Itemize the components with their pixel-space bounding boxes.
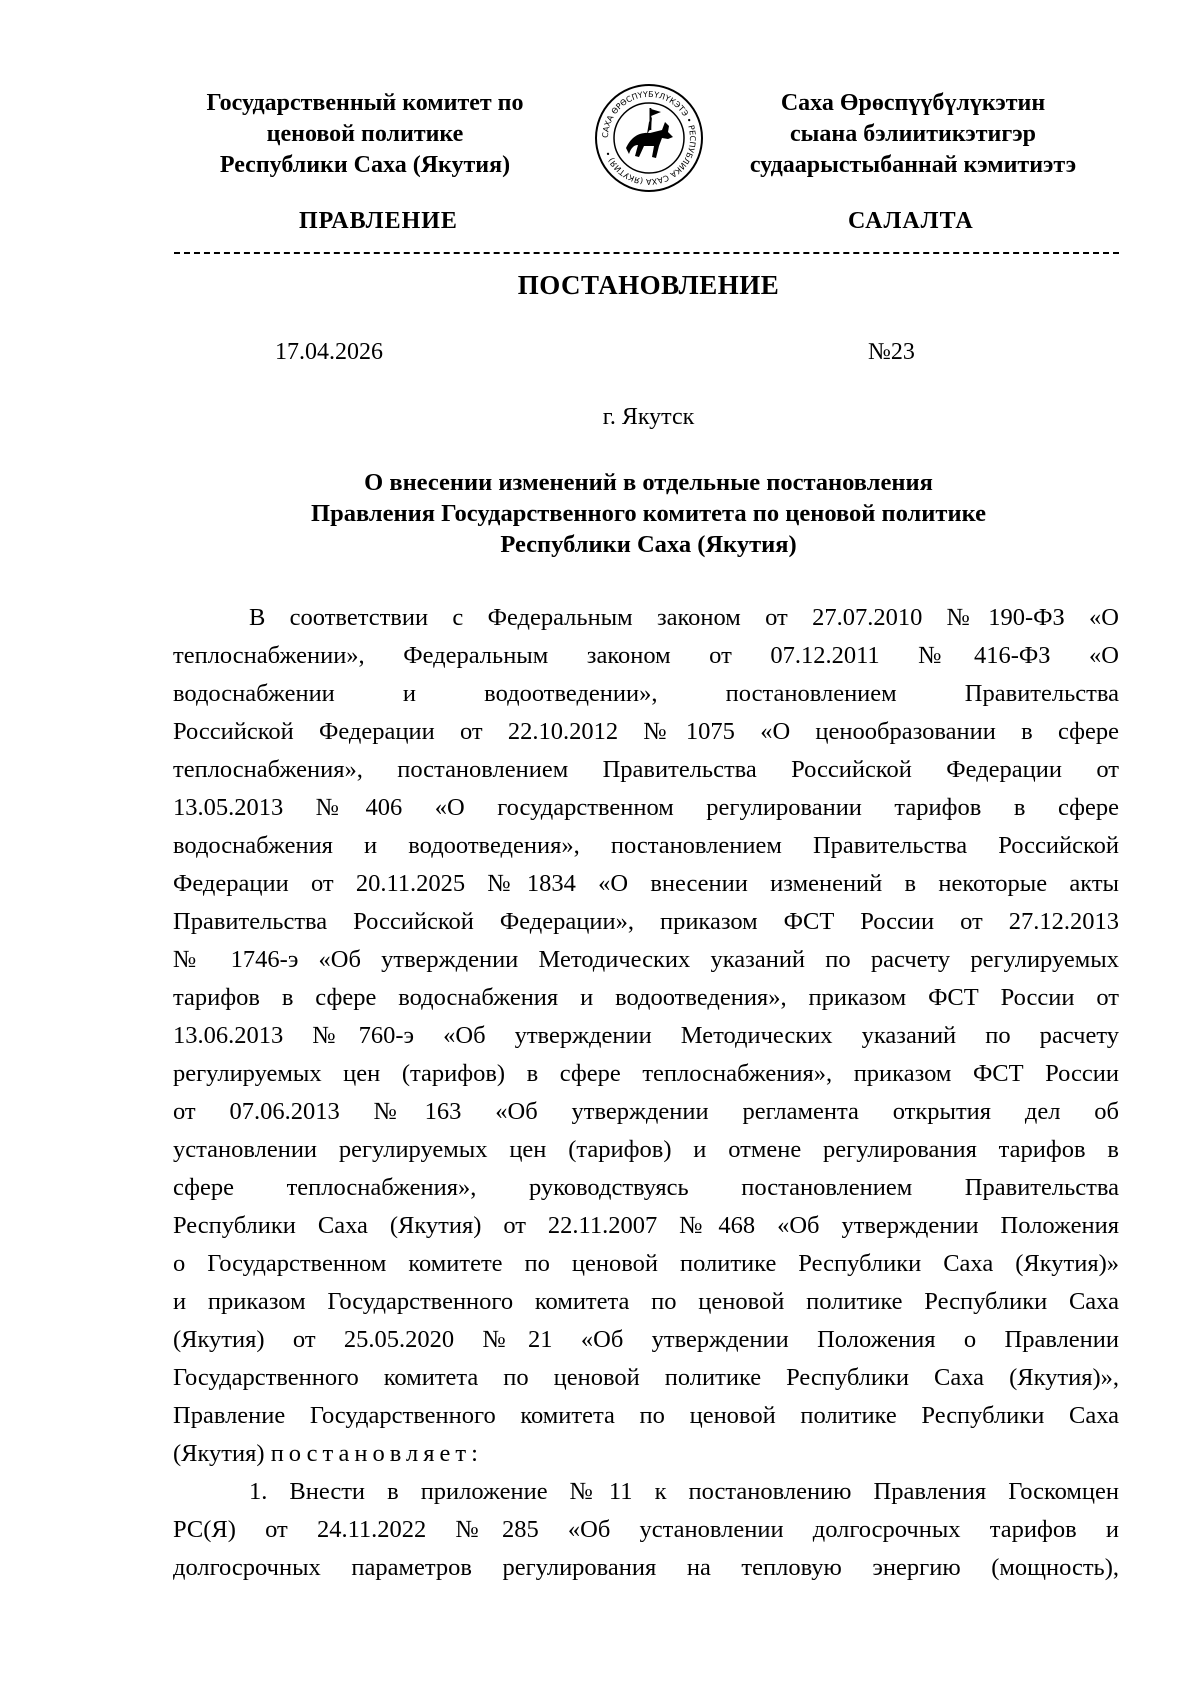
document-number: №23 [868,339,915,365]
resolves-prefix: (Якутия) [173,1440,265,1467]
resolves-word: постановляет: [270,1440,483,1467]
item-line: РС(Я) от 24.11.2022 №285 «Об установлении долгосрочных тарифов и [173,1516,1119,1543]
dashed-divider [174,252,1119,254]
board-label-russian: ПРАВЛЕНИЕ [299,208,458,234]
emblem-ring-text: САХА ӨРӨСПҮҮБҮЛҮКЭТЭ • РЕСПУБЛИКА САХА (ЯКУТИЯ) • [600,89,698,187]
body-line: регулируемых цен (тарифов) в сфере теплоснабжения», приказом ФСТ России [173,1060,1119,1087]
committee-name-russian [175,88,555,181]
document-type-heading: ПОСТАНОВЛЕНИЕ [517,270,780,300]
header-right-line: судаарыстыбаннай кэмитиэтэ [749,152,1077,178]
header-right-line: сыана бэлиитикэтигэр [789,121,1036,147]
body-line: теплоснабжении», Федеральным законом от 07.12.2011 №416-ФЗ «О [173,642,1119,669]
body-line: Правительства Российской Федерации», приказом ФСТ России от 27.12.2013 [173,908,1119,935]
body-line: от 07.06.2013 №163 «Об утверждении регламента открытия дел об [173,1098,1119,1125]
resolution-line [173,1435,1119,1473]
document-body [173,599,1119,1587]
body-line: № 1746-э «Об утверждении Методических указаний по расчету регулируемых [173,946,1119,973]
body-line: (Якутия) от 25.05.2020 №21 «Об утверждении Положения о Правлении [173,1326,1119,1353]
body-line: водоснабжении и водоотведении», постановлением Правительства [173,680,1119,707]
body-line: теплоснабжения», постановлением Правительства Российской Федерации от [173,756,1119,783]
body-line: водоснабжения и водоотведения», постановлением Правительства Российской [173,832,1119,859]
body-line: Республики Саха (Якутия) от 22.11.2007 №468 «Об утверждении Положения [173,1212,1119,1239]
document-date: 17.04.2026 [275,339,383,365]
body-line: тарифов в сфере водоснабжения и водоотведения», приказом ФСТ России от [173,984,1119,1011]
body-line: установлении регулируемых цен (тарифов) и отмене регулирования тарифов в [173,1136,1119,1163]
body-line: и приказом Государственного комитета по ценовой политике Республики Саха [173,1288,1119,1315]
body-line: сфере теплоснабжения», руководствуясь постановлением Правительства [173,1174,1119,1201]
body-line: Федерации от 20.11.2025 №1834 «О внесении изменений в некоторые акты [173,870,1119,897]
header-left-line: ценовой политике [266,121,464,147]
body-line: В соответствии с Федеральным законом от 27.07.2010 №190-ФЗ «О [249,604,1119,631]
header-left-line: Республики Саха (Якутия) [219,152,511,178]
title-line: Правления Государственного комитета по ценовой политике [311,500,986,527]
coat-of-arms-emblem [593,82,705,194]
document-title [0,467,1200,560]
body-line: Российской Федерации от 22.10.2012 №1075 «О ценообразовании в сфере [173,718,1119,745]
body-line: 13.05.2013 №406 «О государственном регулировании тарифов в сфере [173,794,1119,821]
body-line: Правление Государственного комитета по ценовой политике Республики Саха [173,1402,1119,1429]
title-line: Республики Саха (Якутия) [500,531,797,558]
committee-name-yakut [723,88,1103,181]
header-left-line: Государственный комитет по [206,90,524,116]
item-line: 1. Внести в приложение №11 к постановлению Правления Госкомцен [249,1478,1119,1505]
title-line: О внесении изменений в отдельные постановления [364,469,933,496]
body-line: 13.06.2013 №760-э «Об утверждении Методических указаний по расчету [173,1022,1119,1049]
document-city: г. Якутск [602,404,695,430]
board-label-yakut: САЛАЛТА [848,208,974,234]
item-line: долгосрочных параметров регулирования на тепловую энергию (мощность), [173,1554,1119,1581]
body-line: о Государственном комитете по ценовой политике Республики Саха (Якутия)» [173,1250,1119,1277]
body-line: Государственного комитета по ценовой политике Республики Саха (Якутия)», [173,1364,1119,1391]
header-right-line: Саха Өрөспүүбүлүкэтин [780,90,1046,116]
